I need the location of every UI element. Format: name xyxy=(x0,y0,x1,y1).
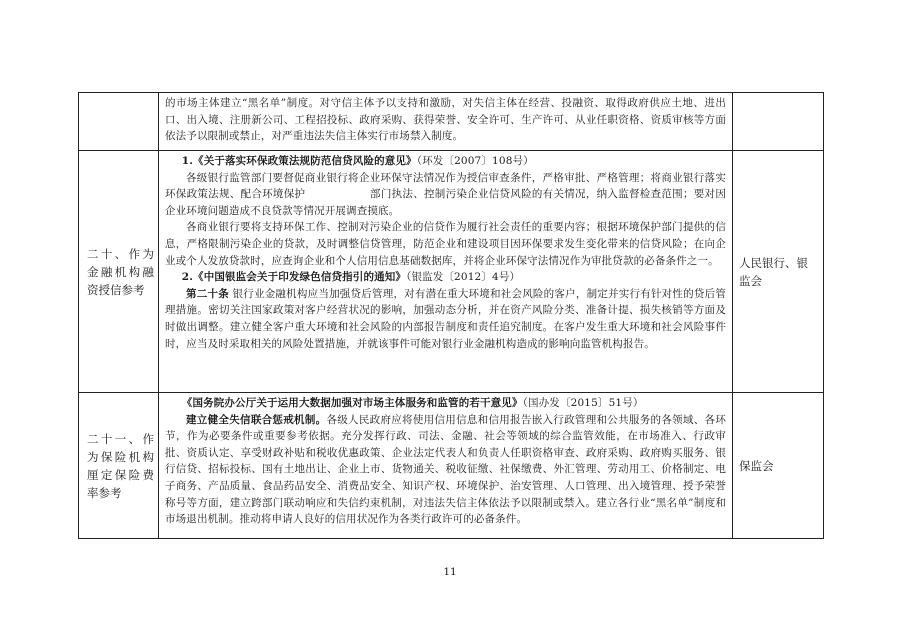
page-number: 11 xyxy=(443,566,457,578)
content-cell xyxy=(159,393,733,539)
category-cell: 二十一、作为保险机构厘定保险费率参考 xyxy=(79,393,159,539)
paragraph xyxy=(165,412,726,528)
category-cell: 二十、作为金融机构融资授信参考 xyxy=(79,151,159,393)
article-lead: 第二十条 xyxy=(186,287,229,300)
document-title-name: 2.《中国银监会关于印发绿色信贷指引的通知》 xyxy=(181,271,407,284)
paragraph xyxy=(165,286,726,352)
table-row xyxy=(79,93,824,151)
document-ref: （国办发〔2015〕51号） xyxy=(522,397,644,409)
document-title-name: 1.《关于落实环保政策法规防范信贷风险的意见》 xyxy=(181,155,417,167)
paragraph: 的市场主体建立“黑名单”制度。对守信主体予以支持和激励，对失信主体在经营、投融资、取得政府供应土地、进出口、出入境、注册新公司、工程招投标、政府采购、获得荣誉、安全许可、生产许可、从业任职资格、资质审核等方面依法予以限制或禁止，对严重违法失信主体实行市场禁入制度。 xyxy=(165,97,726,143)
document-title xyxy=(165,153,726,170)
category-cell xyxy=(79,93,159,151)
content-cell xyxy=(159,151,733,393)
article-lead: 建立健全失信联合惩戒机制。 xyxy=(186,413,327,426)
regulation-table xyxy=(78,92,824,539)
document-title-name: 《国务院办公厅关于运用大数据加强对市场主体服务和监管的若干意见》 xyxy=(181,397,523,409)
content-cell xyxy=(159,93,733,151)
document-ref: （环发〔2007〕108号） xyxy=(416,155,534,167)
document-ref: （银监发〔2012〕4号） xyxy=(406,271,521,284)
article-text: 各级人民政府应将使用信用信息和信用报告嵌入行政管理和公共服务的各领域、各环节，作为必要条件或重要参考依据。充分发挥行政、司法、金融、社会等领域的综合监管效能，在市场准入、行政审批、资质认定、享受财政补贴和税收优惠政策、企业法定代表人和负责人任职资格审查、政府采购、政府购买服务、银行信贷、招标投标、国有土地出让、企业上市、货物通关、税收征缴、社保缴费、外汇管理、劳动用工、价格制定、电子商务、产品质量、食品药品安全、消费品安全、知识产权、环境保护、治安管理、人口管理、出入境管理、授予荣誉称号等方面，建立跨部门联动响应和失信约束机制，对违法失信主体依法予以限制或禁入。建立各行业“黑名单”制度和市场退出机制。推动将申请人良好的信用状况作为各类行政许可的必备条件。 xyxy=(165,413,726,526)
document-title xyxy=(165,395,726,412)
agency-cell xyxy=(733,93,824,151)
document-title xyxy=(165,269,726,286)
table-row xyxy=(79,151,824,393)
paragraph: 各商业银行要将支持环保工作、控制对污染企业的信贷作为履行社会责任的重要内容；根据环境保护部门提供的信息，严格限制污染企业的贷款，及时调整信贷管理，防范企业和建设项目因环保要求发生变化带来的信贷风险；在向企业或个人发放贷款时，应查询企业和个人信用信息基础数据库，并将企业环保守法情况作为审批贷款的必备条件之一。 xyxy=(165,221,726,267)
table-row xyxy=(79,393,824,539)
article-text: 银行业金融机构应当加强贷后管理，对有潜在重大环境和社会风险的客户，制定并实行有针对性的贷后管理措施。密切关注国家政策对客户经营状况的影响，加强动态分析，并在资产风险分类、准备计提、损失核销等方面及时做出调整。建立健全客户重大环境和社会风险的内部报告制度和责任追究制度。在客户发生重大环境和社会风险事件时，应当及时采取相关的风险处置措施，并就该事件可能对银行业金融机构造成的影响向监管机构报告。 xyxy=(165,287,726,350)
agency-cell: 保监会 xyxy=(733,393,824,539)
agency-cell: 人民银行、银监会 xyxy=(733,151,824,393)
paragraph: 各级银行监管部门要督促商业银行将企业环保守法情况作为授信审查条件，严格审批、严格管理；将商业银行落实环保政策法规、配合环境保护 部门执法、控制污染企业信贷风险的有关情况，纳入监督检查范围；要对因企业环境问题造成不良贷款等情况开展调查摸底。 xyxy=(165,171,726,217)
